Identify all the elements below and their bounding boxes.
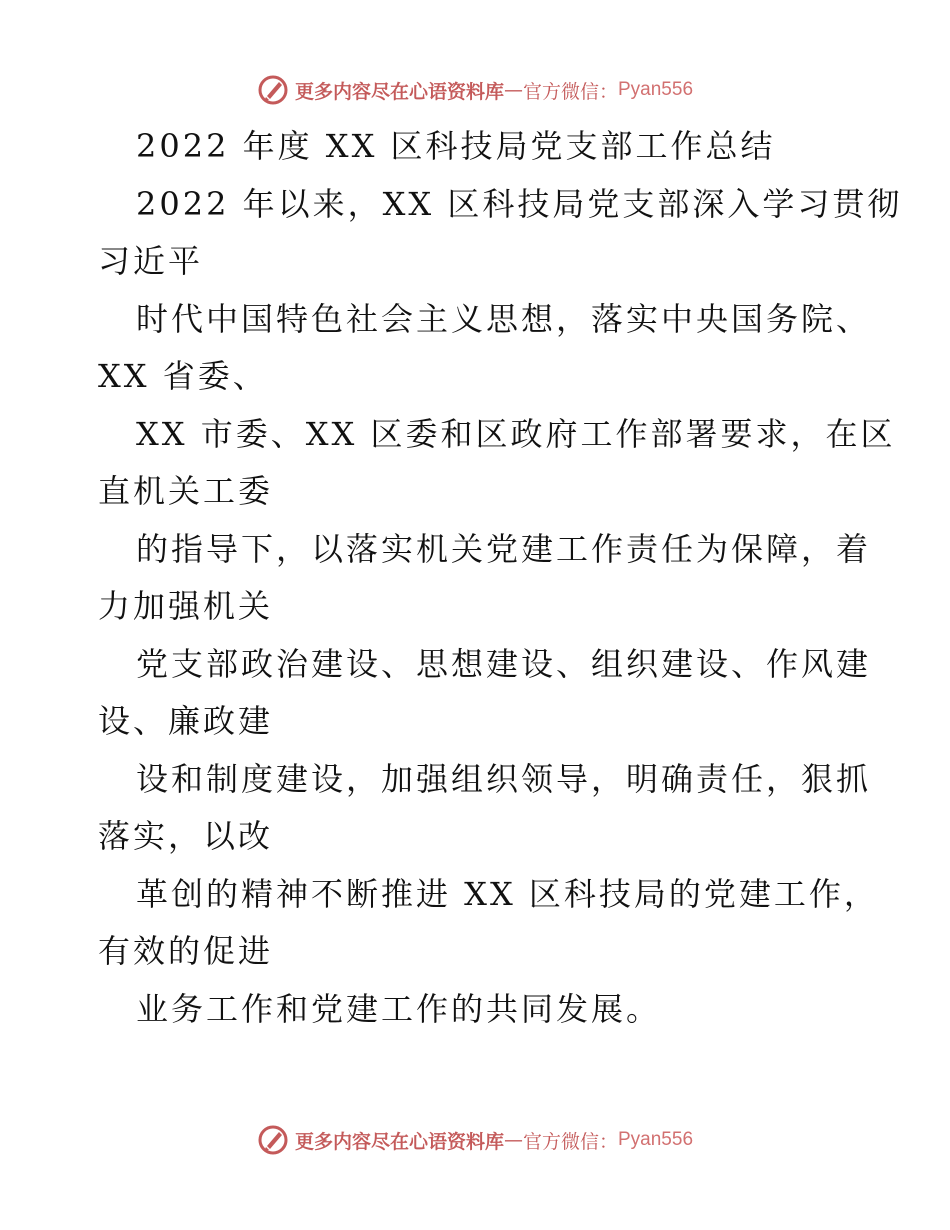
body-line: XX 市委、XX 区委和区政府工作部署要求，在区 — [136, 414, 896, 453]
body-line: 的指导下，以落实机关党建工作责任为保障，着 — [136, 529, 872, 568]
body-line: 落实，以改 — [98, 817, 274, 855]
document-body — [98, 118, 903, 1038]
pen-logo-icon — [257, 74, 289, 106]
body-line: 时代中国特色社会主义思想，落实中央国务院、 — [136, 299, 872, 338]
body-line: 2022 年以来，XX 区科技局党支部深入学习贯彻 — [136, 184, 903, 223]
watermark-separator: — — [503, 1129, 523, 1151]
watermark-main-text: 更多内容尽在心语资料库 — [294, 80, 504, 103]
watermark-main-text: 更多内容尽在心语资料库 — [294, 1130, 504, 1153]
body-line: 革创的精神不断推进 XX 区科技局的党建工作， — [136, 874, 879, 913]
footer-watermark — [0, 1120, 950, 1160]
body-line: 设和制度建设，加强组织领导，明确责任，狠抓 — [136, 759, 872, 798]
body-line: 党支部政治建设、思想建设、组织建设、作风建 — [136, 644, 872, 683]
body-line: 直机关工委 — [98, 472, 274, 510]
body-line: 业务工作和党建工作的共同发展。 — [136, 989, 662, 1028]
document-title: 2022 年度 XX 区科技局党支部工作总结 — [136, 127, 776, 165]
body-line: 有效的促进 — [98, 932, 274, 970]
watermark-separator: — — [503, 79, 523, 101]
body-line: XX 省委、 — [98, 357, 268, 395]
watermark-id-text: Pyan556 — [618, 1129, 694, 1150]
body-line: 习近平 — [98, 242, 204, 280]
watermark-id-text: Pyan556 — [618, 79, 694, 100]
body-line: 力加强机关 — [98, 587, 274, 625]
header-watermark — [0, 70, 950, 110]
watermark-sub-text: 官方微信： — [522, 1130, 618, 1153]
pen-logo-icon — [257, 1124, 289, 1156]
watermark-sub-text: 官方微信： — [522, 80, 618, 103]
body-line: 设、廉政建 — [98, 702, 274, 740]
